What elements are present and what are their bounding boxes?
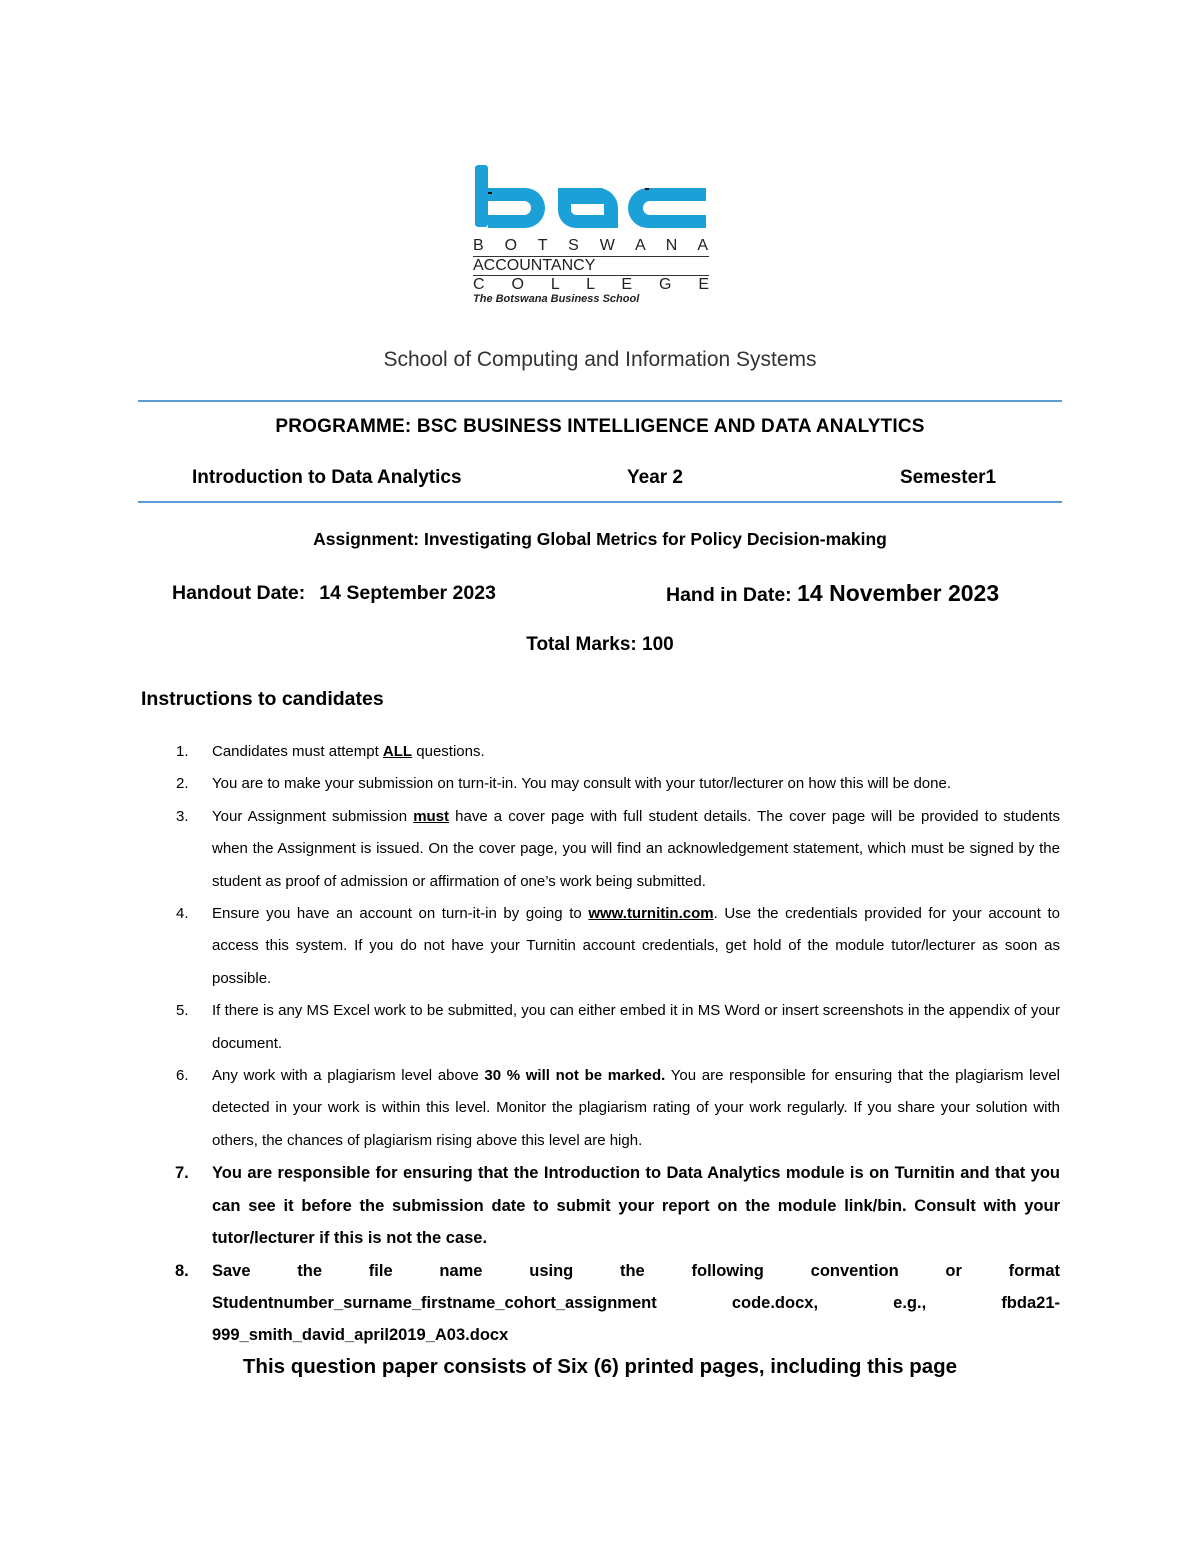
assignment-title: Assignment: Investigating Global Metrics for Policy Decision-making bbox=[313, 529, 887, 549]
list-item: 8. Save the file name using the following convention or format Studentnumber_surname_firstname_cohort_assignment code.docx, e.g., fbda21- 999_smith_david_april2019_A03.docx bbox=[175, 1261, 1060, 1345]
list-item: 4. Ensure you have an account on turn-it-in by going to www.turnitin.com. Use the credentials provided for your account to access this system. If you do not have your Turnitin account credentials, get hold of the module tutor/lecturer as soon as possible. bbox=[176, 905, 1061, 987]
divider-top bbox=[138, 400, 1062, 402]
handin-date bbox=[666, 580, 999, 607]
handout-date-label: Handout Date: bbox=[172, 582, 306, 604]
logo-line-botswana: B O T S W A N A bbox=[473, 237, 709, 254]
list-item: 2. You are to make your submission on turn-it-in. You may consult with your tutor/lecturer on how this will be done. bbox=[176, 775, 951, 793]
course-year: Year 2 bbox=[627, 467, 683, 488]
divider-bottom bbox=[138, 501, 1062, 503]
list-item: 1. Candidates must attempt ALL questions. bbox=[176, 743, 485, 760]
course-title: Introduction to Data Analytics bbox=[192, 467, 462, 488]
page-count-footer: This question paper consists of Six (6) printed pages, including this page bbox=[242, 1355, 958, 1378]
list-item: 6. Any work with a plagiarism level above 30 % will not be marked. You are responsible for ensuring that the plagiarism level detected in your work is within this level. Monitor the plagiarism rating of your work regularly. If you share your solution with others, the chances of plagiarism rising above this level are high. bbox=[176, 1067, 1060, 1149]
list-item: 7. You are responsible for ensuring that the Introduction to Data Analytics module is on Turnitin and that you can see it before the submission date to submit your report on the module link/bin. Consult with your tutor/lecturer if this is not the case. bbox=[175, 1164, 1060, 1248]
list-item: 3. Your Assignment submission must have a cover page with full student details. The cover page will be provided to students when the Assignment is issued. On the cover page, you will find an acknowledgement statement, which must be signed by the student as proof of admission or affirmation of one’s work being submitted. bbox=[176, 807, 1060, 890]
handin-date-value: 14 November 2023 bbox=[797, 580, 1000, 606]
total-marks: Total Marks: 100 bbox=[526, 634, 674, 655]
instructions-heading: Instructions to candidates bbox=[141, 688, 384, 710]
logo-line-accountancy: ACCOUNTANCY bbox=[473, 256, 709, 276]
list-item: 5. If there is any MS Excel work to be submitted, you can either embed it in MS Word or insert screenshots in the appendix of your document. bbox=[176, 1002, 1060, 1052]
instructions-list bbox=[141, 736, 1060, 1352]
logo-tagline: The Botswana Business School bbox=[473, 293, 640, 305]
handout-date-value: 14 September 2023 bbox=[319, 582, 496, 604]
college-logo bbox=[470, 160, 710, 310]
course-semester: Semester1 bbox=[900, 467, 997, 488]
school-name: School of Computing and Information Systems bbox=[383, 348, 817, 371]
turnitin-link[interactable]: www.turnitin.com bbox=[588, 905, 714, 923]
logo-line-college: C O L L E G E bbox=[473, 276, 709, 293]
handout-date bbox=[172, 582, 496, 605]
programme-title: PROGRAMME: BSC BUSINESS INTELLIGENCE AND DATA ANALYTICS bbox=[275, 416, 925, 437]
bac-monogram-icon bbox=[470, 160, 710, 240]
handin-date-label: Hand in Date: bbox=[666, 584, 792, 606]
